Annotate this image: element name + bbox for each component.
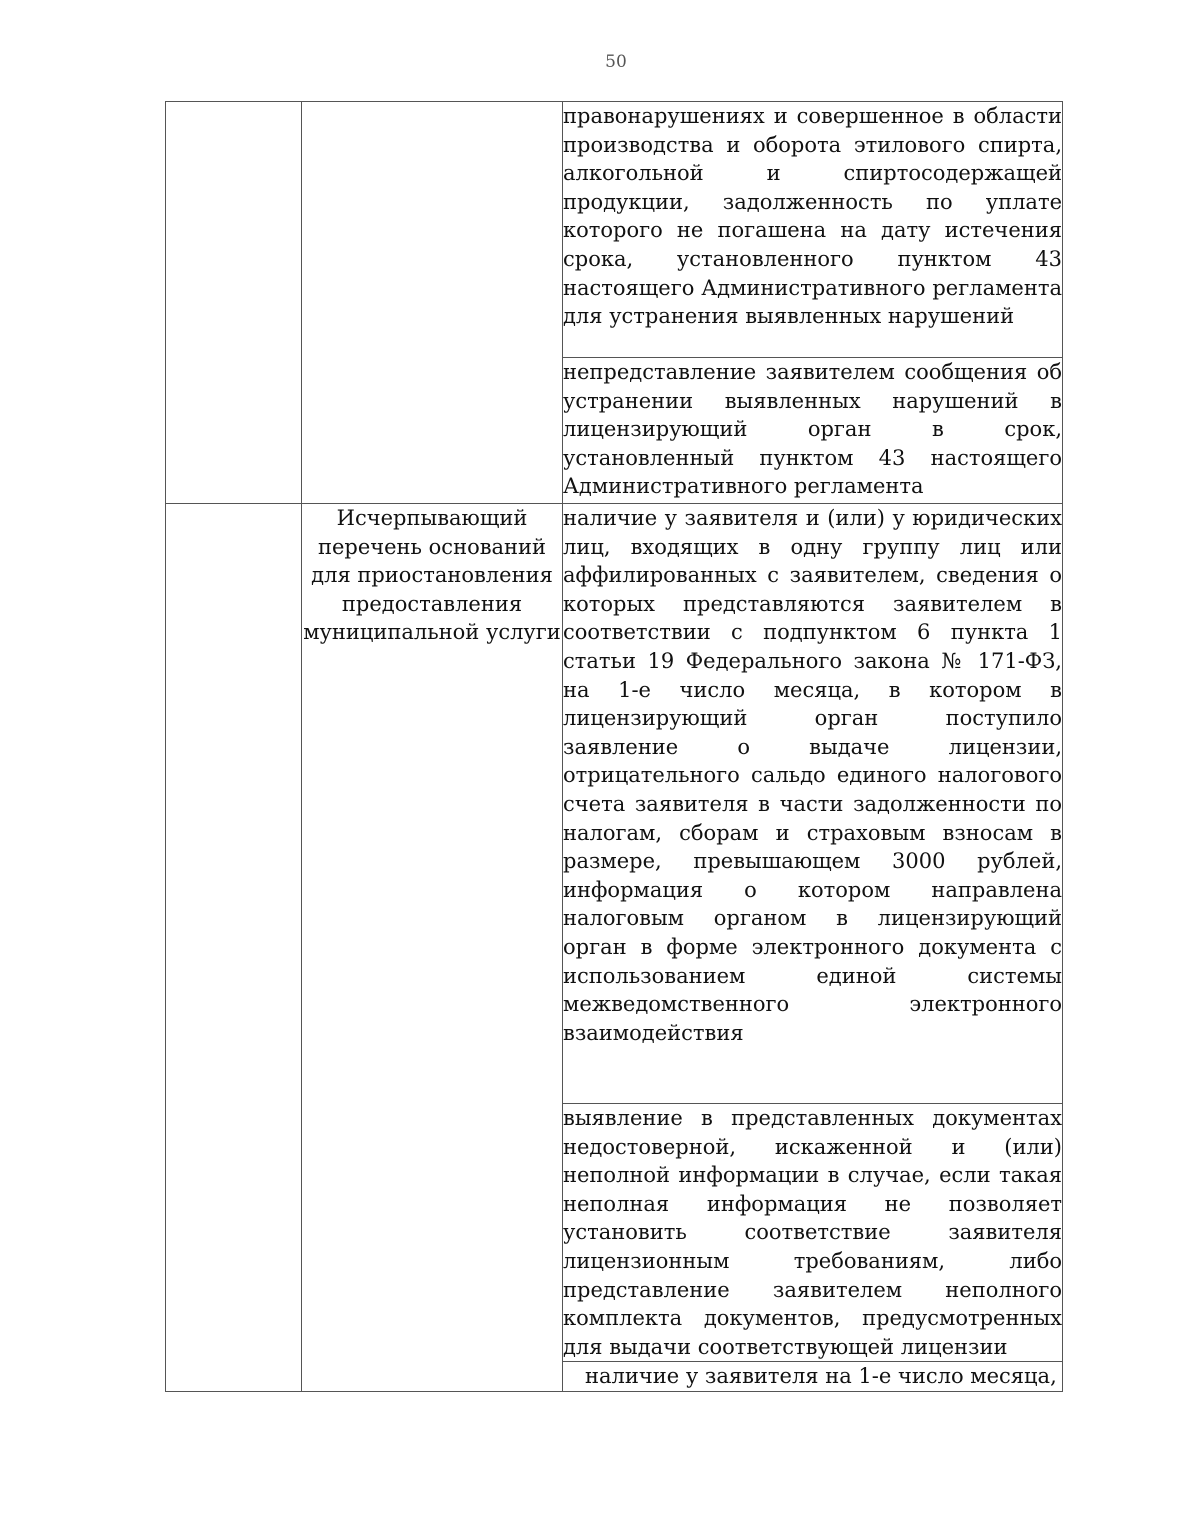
ground-text-cell: непредставление заявителем сообщения об устранении выявленных нарушений в лицензирующий орган в срок, установленный пунктом 43 настоящего Административного регламента [563,358,1063,504]
page-number: 50 [605,52,627,72]
ground-text-cell: правонарушениях и совершенное в области производства и оборота этилового спирта, алкогольной и спиртосодержащей продукции, задолженность по уплате которого не погашена на дату истечения срока, установленного пунктом 43 настоящего Административного регламента для устранения выявленных нарушений [563,102,1063,358]
empty-cell [166,504,302,1392]
grounds-table [165,101,1063,1392]
section-heading-cell: Исчерпывающий перечень оснований для приостановления предоставления муниципальной услуги [302,504,563,1392]
ground-text-cell: наличие у заявителя на 1-е число месяца, [563,1362,1063,1392]
ground-text-cell: наличие у заявителя и (или) у юридических лиц, входящих в одну группу лиц или аффилированных с заявителем, сведения о которых представляются заявителем в соответствии с подпунктом 6 пункта 1 статьи 19 Федерального закона № 171-ФЗ, на 1-е число месяца, в котором в лицензирующий орган поступило заявление о выдаче лицензии, отрицательного сальдо единого налогового счета заявителя в части задолженности по налогам, сборам и страховым взносам в размере, превышающем 3000 рублей, информация о котором направлена налоговым органом в лицензирующий орган в форме электронного документа с использованием единой системы межведомственного электронного взаимодействия [563,504,1063,1104]
table-row [166,102,1063,358]
ground-text-cell: выявление в представленных документах недостоверной, искаженной и (или) неполной информации в случае, если такая неполная информация не позволяет установить соответствие заявителя лицензионным требованиям, либо представление заявителем неполного комплекта документов, предусмотренных для выдачи соответствующей лицензии [563,1104,1063,1362]
empty-cell [166,102,302,504]
table-row [166,504,1063,1104]
empty-cell [302,102,563,504]
